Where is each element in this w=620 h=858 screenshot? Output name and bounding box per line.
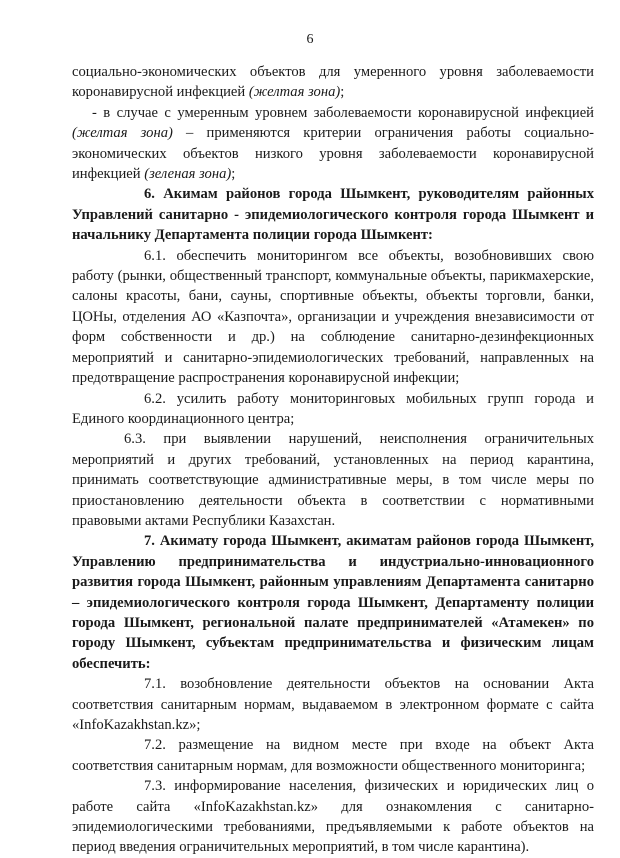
section-6-item-2: 6.2. усилить работу мониторинговых мобильных групп города и Единого координационного центра; xyxy=(72,390,594,427)
section-6-item-1: 6.1. обеспечить мониторингом все объекты, возобновивших свою работу (рынки, общественный транспорт, коммунальные объекты, парикмахерские, салоны красоты, бани, сауны, спортивные объекты, объекты торговли, банки, ЦОНы, отделения АО «Казпочта», организации и учреждения внезависимости от форм собственности и др.) на соблюдение санитарно-дезинфекционных мероприятий и санитарно-эпидемиологических требований, направленных на предотвращение распространения коронавирусной инфекции; xyxy=(72,247,594,387)
page-number: 6 xyxy=(306,32,314,47)
zone-label-yellow: (желтая зона) xyxy=(72,125,173,142)
document-body xyxy=(72,62,594,858)
paragraph-text: социально-экономических объектов для умеренного уровня заболеваемости коронавирусной инфекцией xyxy=(72,64,594,101)
section-6-item-3: 6.3. при выявлении нарушений, неисполнения ограничительных мероприятий и других требований, установленных на период карантина, принимать соответствующие административные меры, в том числе меры по приостановлению деятельности объекта в соответствии с нормативными правовыми актами Республики Казахстан. xyxy=(72,431,594,529)
paragraph-moderate-level-continued xyxy=(72,62,594,103)
section-7-heading: 7. Акимату города Шымкент, акиматам районов города Шымкент, Управлению предпринимательства и индустриально-инновационного развития города Шымкент, районным управлениям Департамента санитарно – эпидемиологического контроля города Шымкент, Департаменту полиции города Шымкент, региональной палате предпринимателей «Атамекен» по городу Шымкент, субъектам предпринимательства и физическим лицам обеспечить: xyxy=(72,533,594,672)
section-7-item-1: 7.1. возобновление деятельности объектов на основании Акта соответствия санитарным нормам, выдаваемом в электронном формате с сайта «InfoKazakhstan.kz»; xyxy=(72,676,594,733)
zone-label-yellow: (желтая зона) xyxy=(248,84,341,101)
paragraph-text-part1: - в случае с умеренным уровнем заболеваемости коронавирусной инфекцией xyxy=(92,104,594,121)
section-6-heading: 6. Акимам районов города Шымкент, руководителям районных Управлений санитарно - эпидемиологического контроля города Шымкент и начальнику Департамента полиции города Шымкент: xyxy=(72,186,594,244)
paragraph-text-part2: – применяются критерии ограничения работы социально-экономических объектов низкого уровня заболеваемости коронавирусной инфекцией xyxy=(72,125,594,183)
paragraph-end: ; xyxy=(231,166,236,183)
zone-label-green: (зеленая зона) xyxy=(144,166,232,183)
paragraph-moderate-level-criteria xyxy=(72,103,594,185)
paragraph-end: ; xyxy=(340,84,345,101)
section-7-item-3: 7.3. информирование населения, физических и юридических лиц о работе сайта «InfoKazakhstan.kz» для ознакомления с санитарно-эпидемиологическими требованиями, предъявляемыми к работе объектов на период введения ограничительных мероприятий, в том числе карантина). xyxy=(72,778,594,856)
section-7-item-2: 7.2. размещение на видном месте при входе на объект Акта соответствия санитарным нормам, для возможности общественного мониторинга; xyxy=(72,737,594,774)
